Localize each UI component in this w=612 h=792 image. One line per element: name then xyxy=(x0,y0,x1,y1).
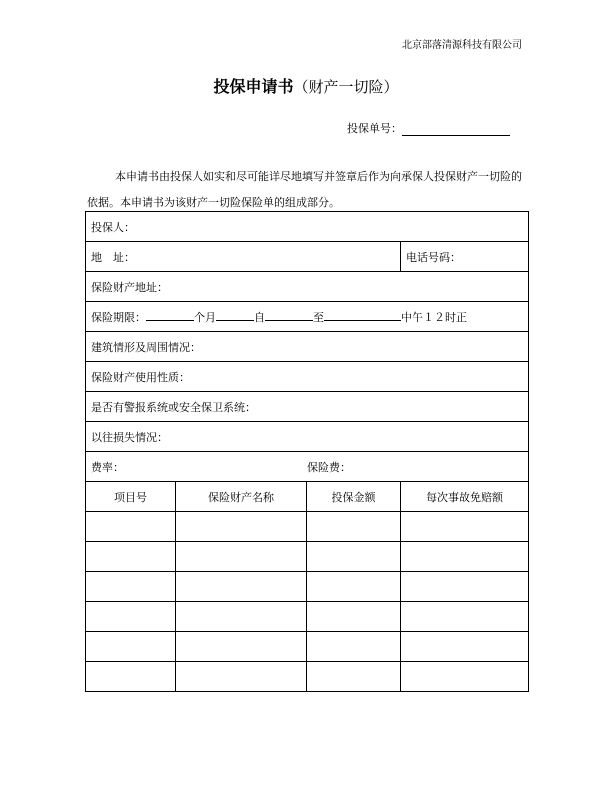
items-header-row xyxy=(86,482,529,512)
table-row xyxy=(86,602,529,632)
header-item-no: 项目号 xyxy=(86,482,176,512)
usage-field[interactable]: 保险财产使用性质： xyxy=(86,362,529,392)
period-field[interactable] xyxy=(86,302,529,332)
table-cell[interactable] xyxy=(176,632,307,662)
table-cell[interactable] xyxy=(176,572,307,602)
building-field[interactable]: 建筑情形及周围情况： xyxy=(86,332,529,362)
table-cell[interactable] xyxy=(176,662,307,692)
table-cell[interactable] xyxy=(307,542,401,572)
phone-field[interactable]: 电话号码： xyxy=(401,242,529,272)
table-cell[interactable] xyxy=(307,512,401,542)
loss-history-field[interactable]: 以往损失情况： xyxy=(86,422,529,452)
rate-premium-field[interactable] xyxy=(86,452,529,482)
to-date-blank[interactable] xyxy=(324,310,401,321)
title-sub: （财产一切险） xyxy=(293,78,399,96)
premium-label: 保险费： xyxy=(307,460,351,474)
application-form xyxy=(85,211,529,692)
table-cell[interactable] xyxy=(86,542,176,572)
table-cell[interactable] xyxy=(307,662,401,692)
table-cell[interactable] xyxy=(176,602,307,632)
alarm-field[interactable]: 是否有警报系统或安全保卫系统： xyxy=(86,392,529,422)
table-cell[interactable] xyxy=(401,632,529,662)
loss-history-row xyxy=(86,422,529,452)
alarm-row xyxy=(86,392,529,422)
header-property-name: 保险财产名称 xyxy=(176,482,307,512)
table-row xyxy=(86,572,529,602)
policy-number-label: 投保单号： xyxy=(347,122,402,135)
table-row xyxy=(86,632,529,662)
table-cell[interactable] xyxy=(401,572,529,602)
applicant-row xyxy=(86,212,529,242)
to-text: 至 xyxy=(313,310,324,324)
page-title xyxy=(0,74,612,97)
policy-number-field xyxy=(347,120,510,136)
noon-text: 中午１２时正 xyxy=(401,310,467,324)
table-cell[interactable] xyxy=(307,632,401,662)
table-cell[interactable] xyxy=(176,512,307,542)
title-main: 投保申请书 xyxy=(213,77,294,96)
header-insured-amount: 投保金额 xyxy=(307,482,401,512)
building-row xyxy=(86,332,529,362)
table-cell[interactable] xyxy=(307,572,401,602)
period-label: 保险期限： xyxy=(91,310,146,324)
address-field[interactable]: 地 址： xyxy=(86,242,401,272)
period-row xyxy=(86,302,529,332)
table-cell[interactable] xyxy=(86,602,176,632)
usage-row xyxy=(86,362,529,392)
table-cell[interactable] xyxy=(307,602,401,632)
table-cell[interactable] xyxy=(86,662,176,692)
from-date-blank[interactable] xyxy=(265,310,313,321)
header-deductible: 每次事故免赔额 xyxy=(401,482,529,512)
table-cell[interactable] xyxy=(176,542,307,572)
rate-label: 费率： xyxy=(91,460,124,474)
company-name: 北京部落清源科技有限公司 xyxy=(402,40,522,51)
applicant-field[interactable]: 投保人： xyxy=(86,212,529,242)
property-address-row xyxy=(86,272,529,302)
table-row xyxy=(86,512,529,542)
months-blank[interactable] xyxy=(146,310,194,321)
table-cell[interactable] xyxy=(86,572,176,602)
table-cell[interactable] xyxy=(401,512,529,542)
table-cell[interactable] xyxy=(401,662,529,692)
from-text: 自 xyxy=(254,310,265,324)
table-cell[interactable] xyxy=(401,602,529,632)
table-cell[interactable] xyxy=(86,512,176,542)
table-row xyxy=(86,662,529,692)
from-blank[interactable] xyxy=(216,310,254,321)
property-address-field[interactable]: 保险财产地址： xyxy=(86,272,529,302)
policy-number-input[interactable] xyxy=(402,124,510,136)
intro-paragraph: 本申请书由投保人如实和尽可能详尽地填写并签章后作为向承保人投保财产一切险的依据。本申请书为该财产一切险保险单的组成部分。 xyxy=(87,170,522,209)
rate-premium-row xyxy=(86,452,529,482)
address-row xyxy=(86,242,529,272)
months-text: 个月 xyxy=(194,310,216,324)
table-cell[interactable] xyxy=(401,542,529,572)
table-row xyxy=(86,542,529,572)
table-cell[interactable] xyxy=(86,632,176,662)
